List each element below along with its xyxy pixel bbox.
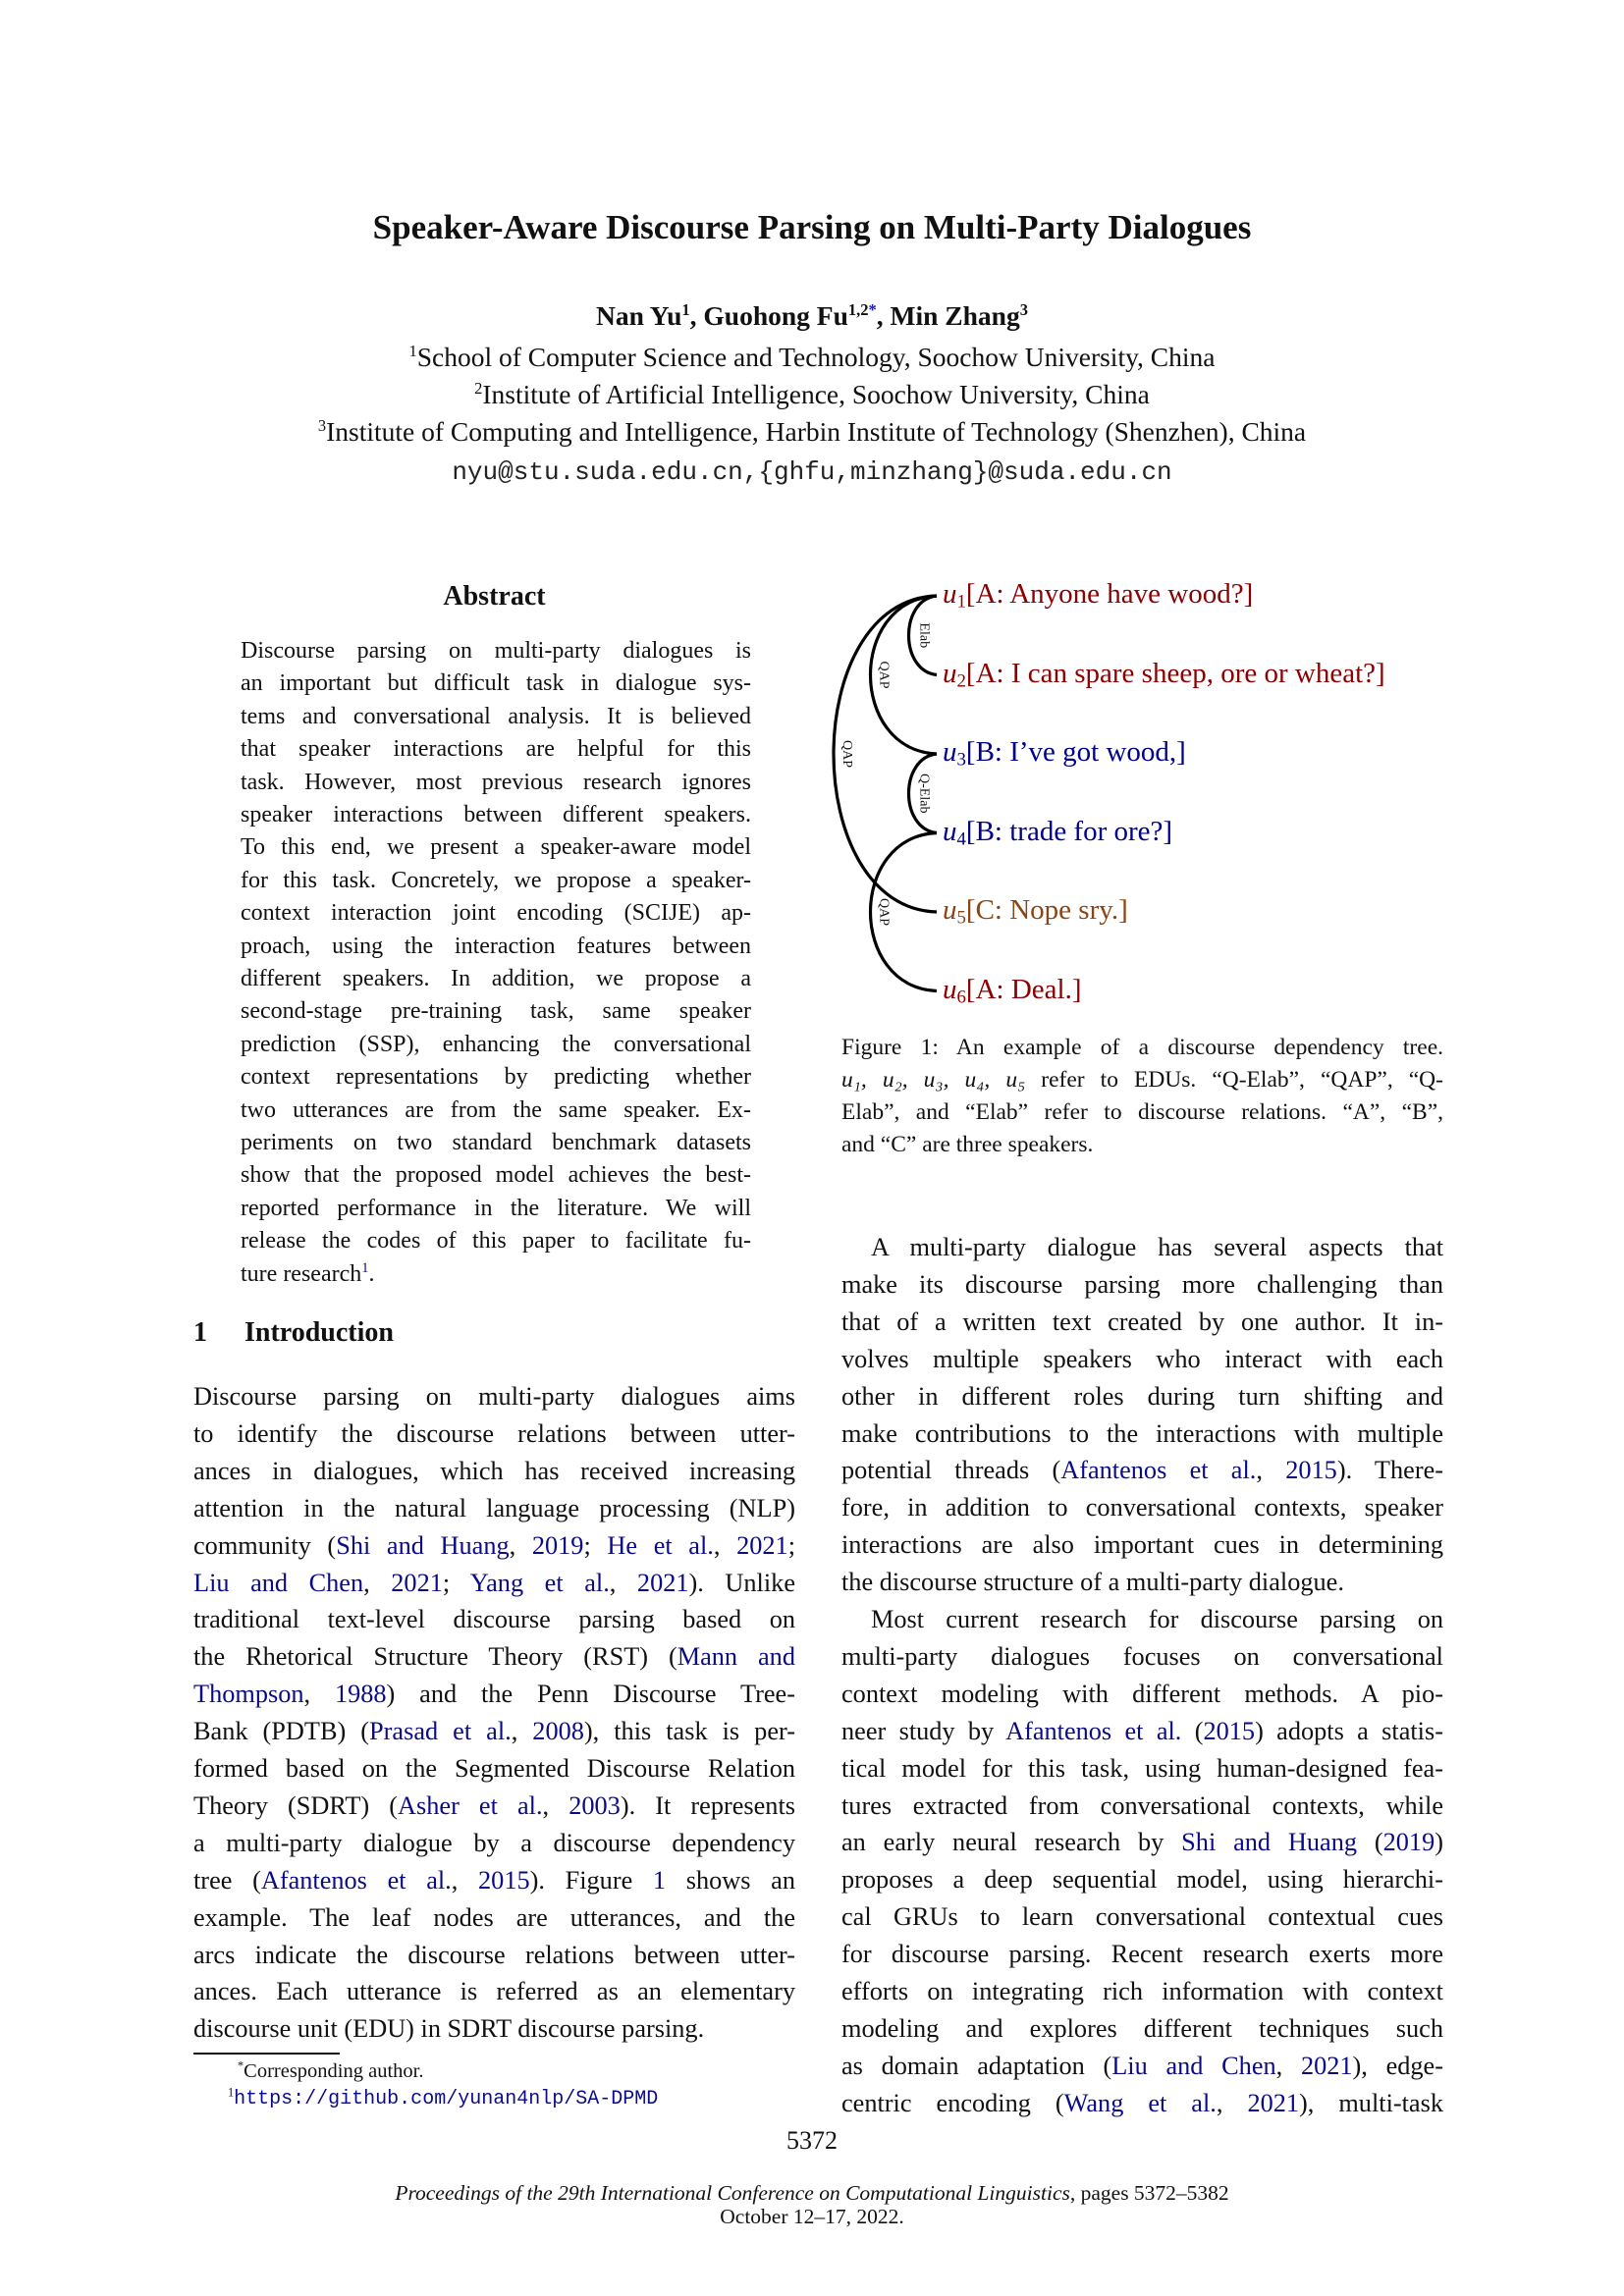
text-line [841, 1268, 1443, 1302]
text-segment: ances in dialogues, which has received increasing [193, 1456, 795, 1485]
text-line [193, 1789, 795, 1823]
text-segment: ; [787, 1530, 795, 1560]
text-line [241, 866, 751, 895]
affiliation-3 [0, 416, 1624, 448]
affiliation-2 [0, 379, 1624, 410]
text-segment: , [1216, 2088, 1248, 2117]
citation-link[interactable]: 2003 [568, 1790, 621, 1820]
text-segment: the discourse structure of a multi-party dialogue. [841, 1568, 1344, 1597]
text-line [841, 1826, 1443, 1859]
utterance-index: 4 [956, 828, 966, 850]
footnote-mark: 1 [228, 2085, 235, 2100]
text-segment: ( [1357, 1828, 1383, 1857]
text-segment: tems and conversational analysis. It is believed [241, 703, 751, 729]
text-segment: , [511, 1717, 533, 1746]
citation-link[interactable]: Afantenos et al. [1005, 1716, 1182, 1745]
text-line [841, 1343, 1443, 1376]
text-segment: ), edge- [1352, 2051, 1443, 2080]
text-line [841, 1454, 1443, 1487]
text-line [841, 2087, 1443, 2120]
utterance-index: 1 [956, 591, 966, 613]
text-segment: proach, using the interaction features between [241, 933, 751, 959]
text-line [841, 1975, 1443, 2008]
text-line [841, 1097, 1443, 1127]
relation-label: Elab [916, 622, 932, 649]
text-segment: ( [1181, 1716, 1204, 1745]
text-segment: task. However, most previous research ignores [241, 769, 751, 795]
text-segment: for discourse parsing. Recent research exerts more [841, 1940, 1443, 1969]
text-segment: ), this task is per- [583, 1717, 795, 1746]
text-line [841, 1938, 1443, 1971]
text-line [241, 800, 751, 829]
text-line [841, 1380, 1443, 1414]
citation-link[interactable]: 2015 [1203, 1716, 1256, 1745]
text-segment: release the codes of this paper to facilitate fu- [241, 1228, 751, 1255]
text-segment: that of a written text created by one author. It in- [841, 1307, 1443, 1336]
text-line [841, 1678, 1443, 1711]
code-url-link[interactable]: https://github.com/yunan4nlp/SA-DPMD [234, 2088, 659, 2110]
text-segment: attention in the natural language processing (NLP) [193, 1493, 795, 1522]
text-segment: refer to EDUs. “Q-Elab”, “QAP”, “Q- [1025, 1067, 1443, 1093]
text-segment: ; [442, 1568, 470, 1597]
citation-link[interactable]: Mann and [677, 1642, 795, 1672]
text-line [193, 1603, 795, 1636]
author-affiliation-mark: 3 [1019, 299, 1028, 319]
affiliation-text: Institute of Computing and Intelligence, Harbin Institute of Technology (Shenzhen), China [326, 416, 1307, 447]
footnote-text: Corresponding author. [244, 2060, 424, 2082]
text-line [193, 1640, 795, 1674]
text-segment: prediction (SSP), enhancing the conversational [241, 1031, 751, 1057]
affiliation-mark: 3 [317, 415, 327, 435]
author-affiliation-mark: 1 [681, 299, 690, 319]
citation-link[interactable]: 2008 [532, 1717, 584, 1746]
text-segment: second-stage pre-training task, same speaker [241, 998, 751, 1025]
text-segment: to identify the discourse relations between utter- [193, 1418, 795, 1448]
relation-arc-elab [909, 596, 938, 675]
text-segment: example. The leaf nodes are utterances, and the [193, 1902, 795, 1932]
text-line [841, 1306, 1443, 1339]
text-segment: an early neural research by [841, 1828, 1182, 1857]
citation-link[interactable]: Yang et al. [469, 1568, 610, 1597]
text-segment: multi-party dialogues focuses on conversational [841, 1641, 1443, 1671]
relation-arc-qap [871, 833, 938, 991]
text-segment: efforts on integrating rich information with context [841, 1977, 1443, 2005]
text-segment: , [713, 1530, 737, 1560]
section-number: 1 [193, 1317, 207, 1348]
text-segment: potential threads ( [841, 1456, 1061, 1485]
utterance-text: [C: Nope sry.] [965, 894, 1128, 926]
utterance-text: [A: I can spare sheep, ore or wheat?] [965, 657, 1385, 689]
text-segment: Most current research for discourse parsing on [871, 1605, 1443, 1633]
citation-link[interactable]: 2019 [531, 1530, 584, 1560]
text-line [193, 1864, 795, 1897]
text-line [193, 1455, 795, 1488]
text-segment: , [1256, 1456, 1286, 1485]
text-segment: traditional text-level discourse parsing based on [193, 1605, 795, 1634]
citation-link[interactable]: 2021 [1247, 2088, 1300, 2117]
text-segment: different speakers. In addition, we propose a [241, 966, 751, 991]
footnote-mark: * [238, 2058, 244, 2073]
citation-link[interactable]: Asher et al. [398, 1790, 543, 1820]
text-segment: Bank (PDTB) ( [193, 1717, 370, 1746]
affiliation-text: School of Computer Science and Technology, Soochow University, China [416, 342, 1216, 372]
affiliation-mark: 1 [408, 341, 417, 360]
text-segment: speaker interactions between different speakers. [241, 802, 751, 828]
text-segment: a multi-party dialogue by a discourse dependency [193, 1828, 795, 1857]
text-segment: Discourse parsing on multi-party dialogues aims [193, 1382, 795, 1411]
text-segment: community ( [193, 1530, 337, 1560]
text-segment: fore, in addition to conversational contexts, speaker [841, 1493, 1443, 1522]
text-line [193, 1492, 795, 1525]
text-segment: , [1275, 2051, 1301, 2080]
text-segment: , [451, 1865, 479, 1895]
citation-link[interactable]: Afantenos et al. [260, 1865, 452, 1895]
text-line [241, 1062, 751, 1092]
utterance-text: [B: I’ve got wood,] [965, 736, 1186, 768]
text-segment: context interaction joint encoding (SCIJE) ap- [241, 900, 751, 927]
text-segment: , [509, 1530, 532, 1560]
text-segment: ). Unlike [688, 1568, 795, 1597]
text-segment: reported performance in the literature. We will [241, 1195, 751, 1221]
text-segment: for this task. Concretely, we propose a speaker- [241, 867, 751, 893]
utterance-6 [943, 973, 1081, 1006]
text-segment: ances. Each utterance is referred as an elementary [193, 1977, 795, 2006]
text-line [841, 1231, 1443, 1264]
text-line [193, 1678, 795, 1711]
text-segment: periments on two standard benchmark datasets [241, 1130, 751, 1155]
proceedings-venue: Proceedings of the 29th International Conference on Computational Linguistics [395, 2181, 1070, 2205]
text-line [841, 1640, 1443, 1674]
text-segment: Discourse parsing on multi-party dialogues is [241, 638, 751, 664]
utterance-index: 3 [956, 749, 966, 771]
utterance-id: $u_5$ [943, 894, 966, 929]
citation-link[interactable]: 2015 [1285, 1456, 1337, 1485]
text-line [193, 1975, 795, 2008]
text-line [241, 1030, 751, 1059]
text-segment: interactions are also important cues in determining [841, 1530, 1443, 1560]
citation-link[interactable]: 1988 [334, 1680, 387, 1709]
text-line [241, 996, 751, 1026]
text-segment: ture research [241, 1260, 362, 1287]
text-line [193, 1529, 795, 1563]
text-segment: To this end, we present a speaker-aware model [241, 834, 751, 861]
utterance-id: $u_1$ [943, 578, 966, 613]
utterance-index: 6 [956, 987, 966, 1008]
citation-link[interactable]: 2021 [391, 1568, 443, 1597]
affiliation-1 [0, 342, 1624, 373]
footnote-rule [193, 2053, 340, 2055]
relation-label: Q-Elab [916, 774, 932, 814]
text-line [193, 1380, 795, 1414]
text-line [193, 1715, 795, 1748]
text-line [241, 1194, 751, 1223]
text-line [841, 1715, 1443, 1748]
citation-link[interactable]: Liu and Chen [1111, 2051, 1276, 2080]
text-segment: ) adopts a statis- [1255, 1716, 1443, 1745]
text-segment: show that the proposed model achieves the best- [241, 1162, 751, 1189]
utterance-4 [943, 815, 1172, 848]
text-line [193, 2012, 795, 2046]
paper-title: Speaker-Aware Discourse Parsing on Multi-Party Dialogues [372, 208, 1252, 246]
citation-link[interactable]: 1 [652, 1865, 667, 1895]
utterance-index: 5 [956, 907, 966, 929]
text-line [841, 1065, 1443, 1095]
text-segment: make its discourse parsing more challenging than [841, 1269, 1443, 1299]
text-line [241, 932, 751, 961]
abstract-heading: Abstract [443, 581, 546, 612]
citation-link[interactable]: 2021 [636, 1568, 689, 1597]
math-edu-list: u₁, u₂, u₃, u₄, u₅ [841, 1067, 1026, 1093]
text-segment: discourse unit (EDU) in SDRT discourse parsing. [193, 2014, 705, 2044]
text-segment: other in different roles during turn shifting and [841, 1381, 1443, 1411]
text-segment: , [609, 1568, 637, 1597]
utterance-1 [943, 577, 1253, 611]
utterance-id: $u_6$ [943, 973, 966, 1008]
text-segment: volves multiple speakers who interact with each [841, 1344, 1443, 1373]
text-line [241, 668, 751, 698]
text-segment: that speaker interactions are helpful for this [241, 736, 751, 763]
relation-arc-q-elab [909, 754, 938, 833]
text-segment: ; [583, 1530, 608, 1560]
text-segment: two utterances are from the same speaker. Ex- [241, 1096, 751, 1123]
author-affiliation-mark: 1,2 [847, 299, 869, 319]
text-line [193, 1901, 795, 1935]
citation-link[interactable]: Afantenos et al. [1060, 1456, 1257, 1485]
relation-arc-qap [834, 596, 937, 912]
utterance-text: [A: Deal.] [965, 973, 1082, 1005]
text-segment: , [363, 1568, 392, 1597]
proceedings-pages: , pages 5372–5382 [1069, 2181, 1229, 2205]
citation-link[interactable]: 2021 [736, 1530, 788, 1560]
text-segment: ), multi-task [1299, 2088, 1443, 2117]
citation-link[interactable]: Liu and Chen [193, 1568, 364, 1597]
text-line [241, 898, 751, 928]
footnote-code-link [228, 2087, 658, 2110]
citation-link[interactable]: Wang et al. [1063, 2088, 1217, 2117]
utterance-id: $u_4$ [943, 815, 966, 850]
affiliation-mark: 2 [474, 378, 483, 398]
text-segment: proposes a deep sequential model, using hierarchi- [841, 1865, 1443, 1895]
relation-label: QAP [876, 661, 892, 689]
text-segment: tures extracted from conversational contexts, while [841, 1790, 1443, 1820]
text-segment: modeling and explores different techniques such [841, 2013, 1443, 2043]
citation-link[interactable]: Shi and Huang [336, 1530, 510, 1560]
text-line [241, 1259, 751, 1289]
text-segment: . [368, 1260, 375, 1287]
text-segment: Figure 1: An example of a discourse dependency tree. [841, 1035, 1443, 1060]
relation-arc-qap [871, 596, 938, 754]
text-line [241, 832, 751, 862]
utterance-5 [943, 893, 1128, 927]
footnote-corresponding-author [238, 2060, 424, 2083]
text-line [241, 636, 751, 666]
text-line [841, 1528, 1443, 1562]
utterance-2 [943, 657, 1385, 690]
proceedings-line [0, 2181, 1624, 2206]
text-segment: , [303, 1680, 335, 1709]
text-segment: tical model for this task, using human-designed fea- [841, 1753, 1443, 1783]
utterance-id: $u_2$ [943, 657, 966, 692]
text-segment: Elab”, and “Elab” refer to discourse relations. “A”, “B”, [841, 1099, 1443, 1125]
corresponding-author-marker[interactable]: * [868, 299, 877, 319]
utterance-text: [A: Anyone have wood?] [965, 578, 1254, 610]
relation-label: QAP [876, 897, 892, 927]
text-line [841, 2012, 1443, 2046]
citation-link[interactable]: 2015 [478, 1865, 530, 1895]
text-line [193, 1417, 795, 1451]
text-segment: ). It represents [620, 1790, 795, 1820]
text-segment: cal GRUs to learn conversational contextual cues [841, 1902, 1443, 1932]
section-heading-introduction [193, 1317, 394, 1349]
text-segment: tree ( [193, 1865, 261, 1895]
text-line [841, 1491, 1443, 1524]
author-name: Nan Yu [596, 300, 682, 331]
section-title: Introduction [244, 1317, 394, 1348]
text-line [841, 1900, 1443, 1934]
citation-link[interactable]: 2021 [1300, 2051, 1353, 2080]
affiliation-text: Institute of Artificial Intelligence, Soochow University, China [482, 379, 1150, 409]
text-line [241, 768, 751, 797]
text-segment: context modeling with different methods. A pio- [841, 1679, 1443, 1708]
author-separator: , [876, 300, 891, 331]
utterance-text: [B: trade for ore?] [965, 815, 1173, 847]
text-line [241, 1160, 751, 1190]
text-line [841, 1033, 1443, 1062]
citation-link[interactable]: Prasad et al. [369, 1717, 512, 1746]
text-line [841, 1863, 1443, 1896]
footnote-link[interactable]: 1 [361, 1259, 369, 1276]
text-line [841, 1130, 1443, 1159]
text-segment: arcs indicate the discourse relations between utter- [193, 1940, 795, 1969]
text-segment: an important but difficult task in dialogue sys- [241, 670, 751, 697]
utterance-index: 2 [956, 670, 966, 692]
text-line [241, 734, 751, 764]
text-line [193, 1752, 795, 1786]
text-segment: , [542, 1790, 569, 1820]
text-line [841, 1603, 1443, 1636]
text-segment: A multi-party dialogue has several aspects that [871, 1233, 1443, 1261]
text-line [241, 964, 751, 993]
citation-link[interactable]: 2019 [1382, 1828, 1435, 1857]
text-segment: centric encoding ( [841, 2088, 1064, 2117]
text-segment: context representations by predicting whether [241, 1064, 751, 1091]
text-segment: formed based on the Segmented Discourse Relation [193, 1754, 795, 1783]
text-line [841, 2050, 1443, 2083]
text-segment: shows an [666, 1865, 795, 1895]
author-emails: nyu@stu.suda.edu.cn,{ghfu,minzhang}@suda.edu.cn [452, 457, 1172, 487]
text-line [193, 1567, 795, 1600]
text-segment: neer study by [841, 1716, 1006, 1745]
text-line [193, 1939, 795, 1972]
text-segment: and “C” are three speakers. [841, 1132, 1094, 1157]
text-line [841, 1789, 1443, 1823]
citation-link[interactable]: Thompson [193, 1680, 304, 1709]
text-segment: make contributions to the interactions with multiple [841, 1418, 1443, 1448]
text-segment: Theory (SDRT) ( [193, 1790, 399, 1820]
text-segment: as domain adaptation ( [841, 2051, 1112, 2080]
text-line [841, 1752, 1443, 1786]
author-separator: , [689, 300, 704, 331]
author-list [0, 300, 1624, 332]
text-segment: ) [1435, 1828, 1443, 1857]
text-line [841, 1566, 1443, 1599]
author-name: Guohong Fu [703, 300, 848, 331]
text-line [193, 1827, 795, 1860]
citation-link[interactable]: Shi and Huang [1181, 1828, 1358, 1857]
text-line [241, 702, 751, 731]
text-line [241, 1128, 751, 1157]
text-segment: ). Figure [529, 1865, 653, 1895]
text-segment: ). There- [1336, 1456, 1443, 1485]
utterance-id: $u_3$ [943, 736, 966, 771]
text-line [241, 1226, 751, 1255]
text-segment: ) and the Penn Discourse Tree- [386, 1680, 795, 1709]
text-segment: the Rhetorical Structure Theory (RST) ( [193, 1642, 677, 1672]
text-line [841, 1417, 1443, 1451]
proceedings-dates: October 12–17, 2022. [720, 2205, 904, 2228]
author-name: Min Zhang [890, 300, 1020, 331]
text-line [241, 1095, 751, 1125]
relation-label: QAP [839, 739, 854, 769]
citation-link[interactable]: He et al. [607, 1530, 714, 1560]
utterance-3 [943, 735, 1186, 769]
page-number: 5372 [786, 2126, 838, 2155]
